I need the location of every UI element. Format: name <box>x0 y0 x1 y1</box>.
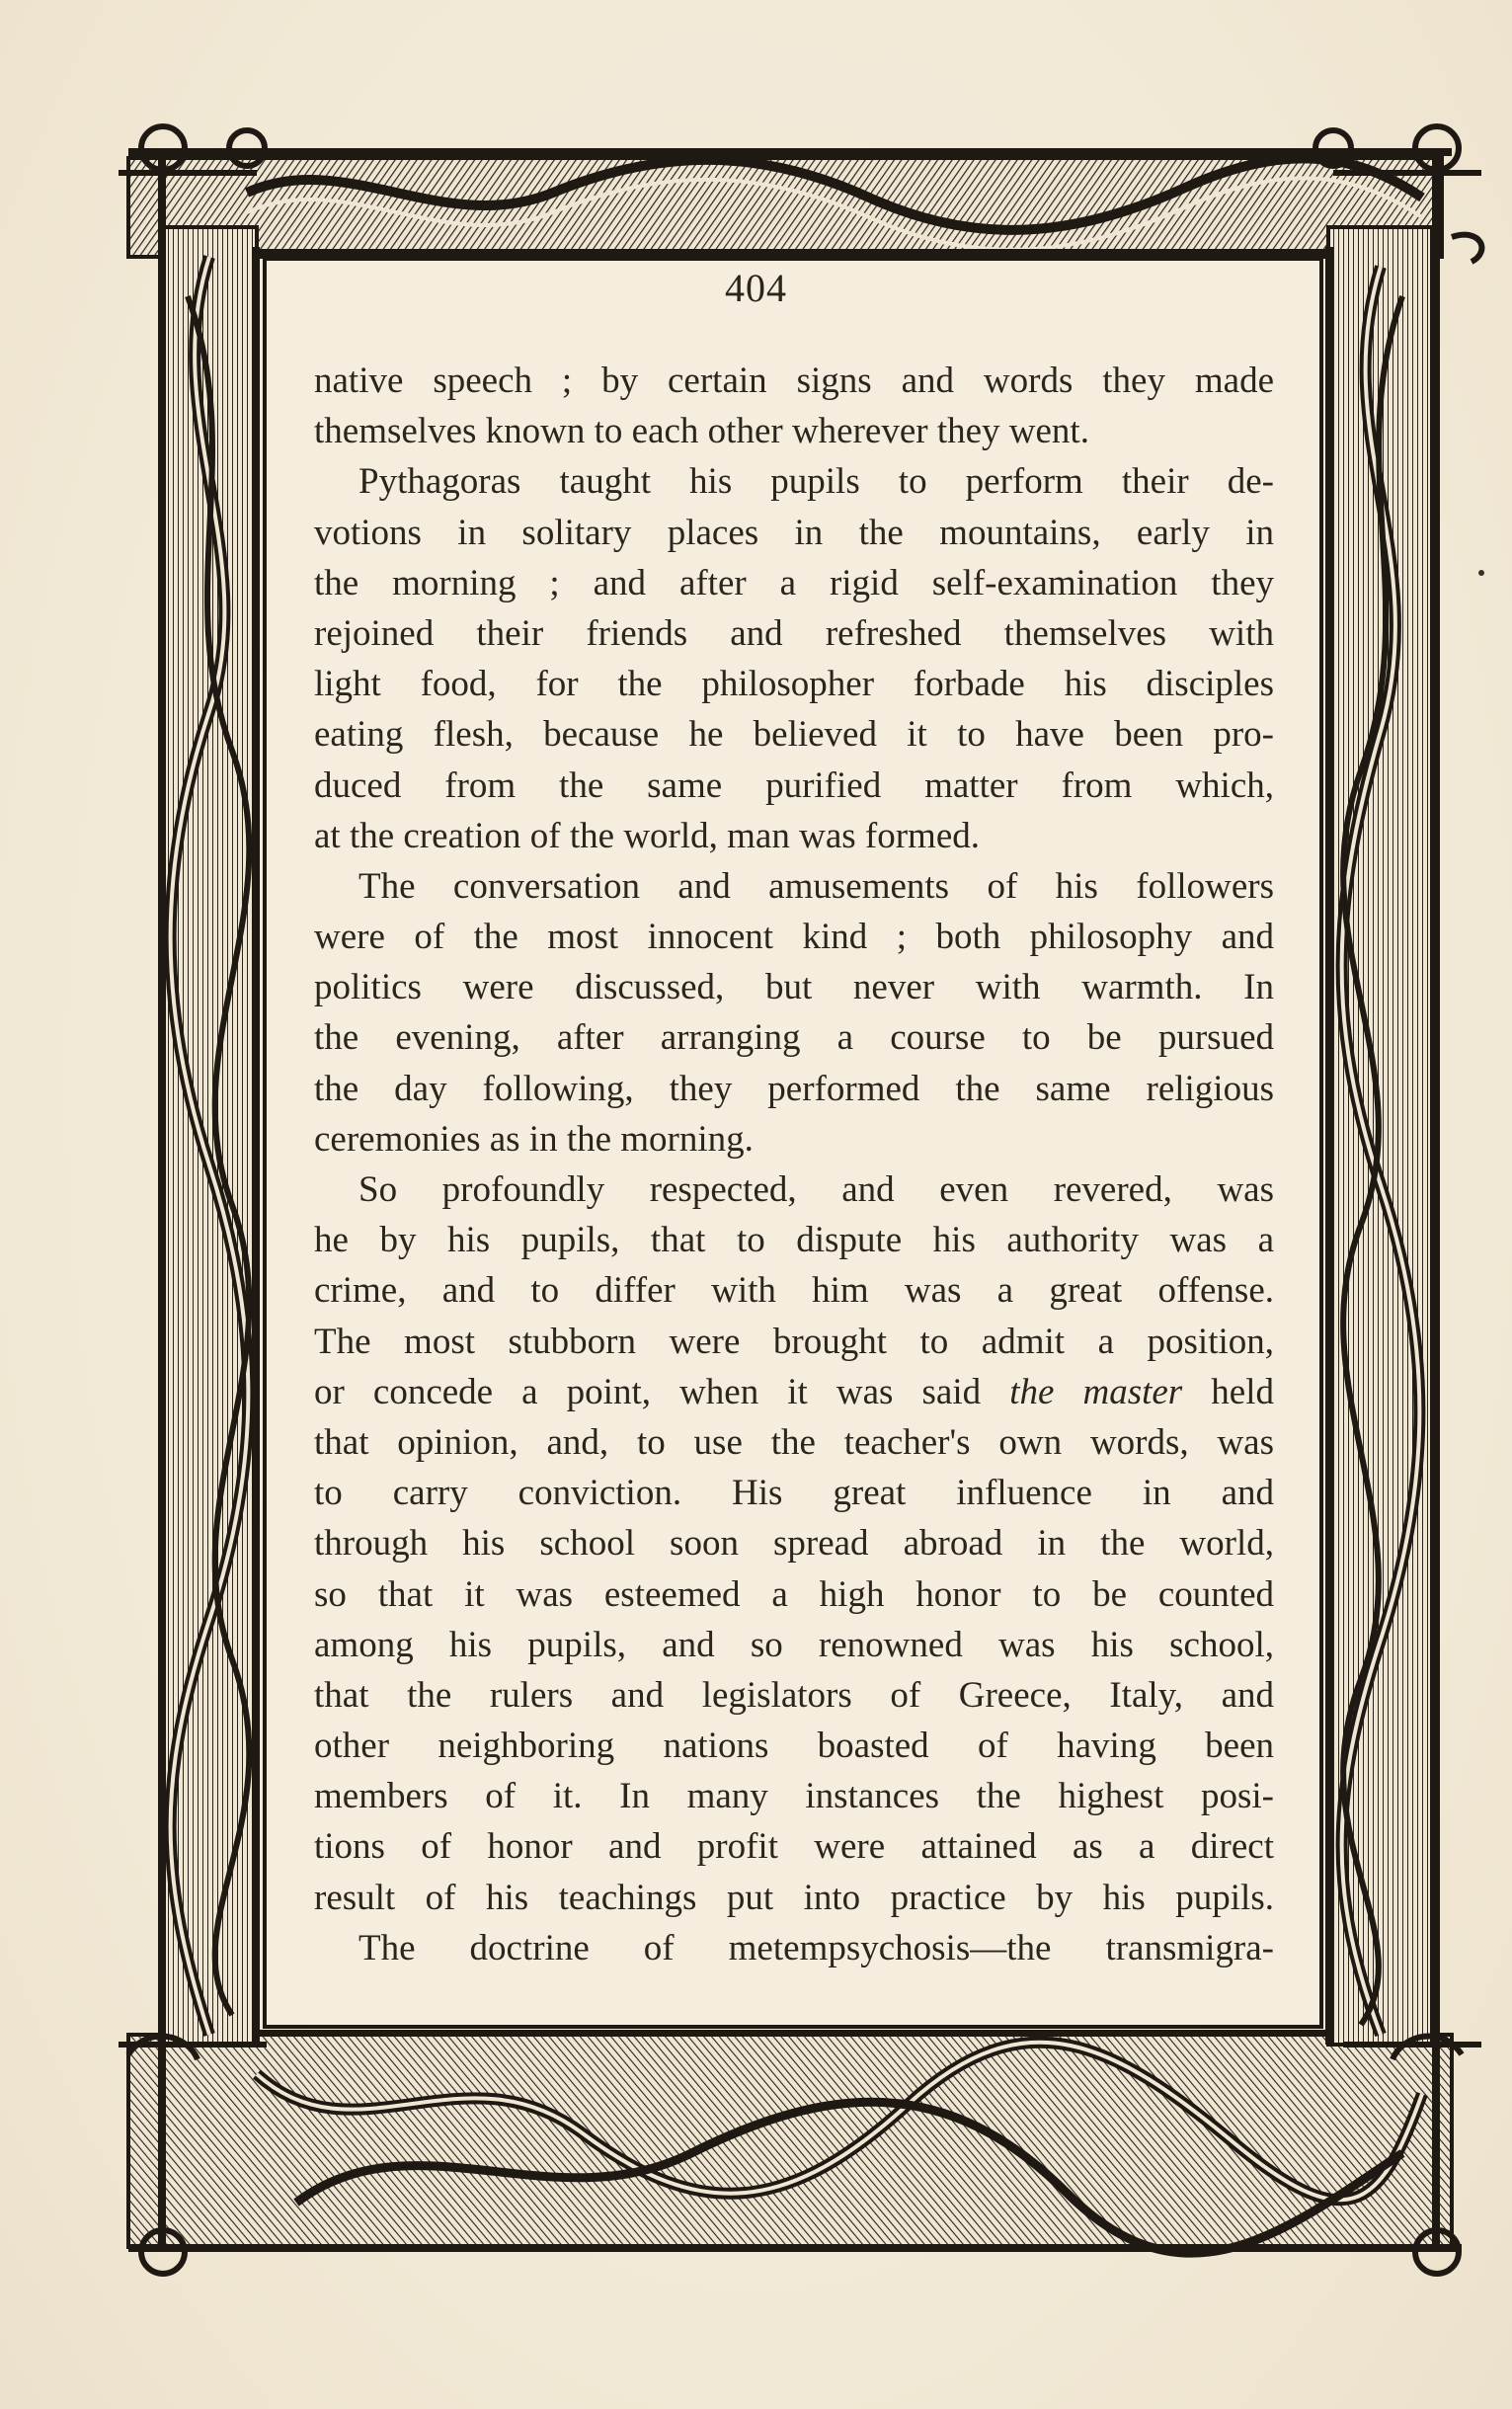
text-line: The conversation and amusements of his followers <box>358 865 1274 907</box>
text-line: themselves known to each other wherever they went. <box>314 411 1089 452</box>
text-line: politics were discussed, but never with warmth. In <box>314 967 1274 1008</box>
text-line: that the rulers and legislators of Greece, Italy, and <box>314 1674 1274 1716</box>
text-line: members of it. In many instances the highest posi- <box>314 1776 1274 1817</box>
body-text <box>314 356 1274 1973</box>
italic-phrase: the master <box>1009 1371 1183 1412</box>
text-line: rejoined their friends and refreshed themselves with <box>314 612 1274 654</box>
text-line: he by his pupils, that to dispute his authority was a <box>314 1220 1274 1261</box>
text-line: the day following, they performed the same religious <box>314 1068 1274 1109</box>
text-line: the morning ; and after a rigid self-examination they <box>314 562 1274 603</box>
text-line: native speech ; by certain signs and words they made <box>314 361 1274 401</box>
text-line: result of his teachings put into practice by his pupils. <box>314 1877 1274 1918</box>
bottom-border-band <box>128 2030 1462 2253</box>
text-line: other neighboring nations boasted of having been <box>314 1726 1274 1767</box>
left-border-column <box>158 148 260 2252</box>
text-segment: or concede a point, when it was said <box>314 1371 982 1412</box>
text-line: So profoundly respected, and even revered, was <box>358 1169 1274 1210</box>
text-line: through his school soon spread abroad in the world, <box>314 1523 1274 1565</box>
text-line: eating flesh, because he believed it to have been pro- <box>314 714 1274 756</box>
text-segment: held <box>1211 1371 1274 1412</box>
right-border-column <box>1325 148 1440 2252</box>
text-line: to carry conviction. His great influence in and <box>314 1473 1274 1514</box>
text-line: crime, and to differ with him was a great offense. <box>314 1270 1274 1312</box>
text-line: The most stubborn were brought to admit a position, <box>314 1321 1274 1362</box>
margin-mark <box>1478 570 1484 576</box>
text-line-with-italic <box>314 1367 1274 1417</box>
text-line: The doctrine of metempsychosis—the transmigra- <box>358 1927 1274 1968</box>
text-line: at the creation of the world, man was formed. <box>314 815 980 856</box>
text-line: Pythagoras taught his pupils to perform their de- <box>358 461 1274 503</box>
text-line: tions of honor and profit were attained as a direct <box>314 1826 1274 1868</box>
top-border-band <box>128 148 1452 257</box>
text-line: ceremonies as in the morning. <box>314 1118 754 1160</box>
text-line: that opinion, and, to use the teacher's own words, was <box>314 1421 1274 1463</box>
text-line: among his pupils, and so renowned was his school, <box>314 1624 1274 1665</box>
text-line: light food, for the philosopher forbade his disciples <box>314 664 1274 705</box>
text-line: duced from the same purified matter from which, <box>314 764 1274 806</box>
text-line: the evening, after arranging a course to be pursued <box>314 1017 1274 1059</box>
text-line: were of the most innocent kind ; both philosophy and <box>314 917 1274 958</box>
text-line: votions in solitary places in the mountains, early in <box>314 512 1274 553</box>
page-number: 404 <box>725 266 787 310</box>
text-line: so that it was esteemed a high honor to be counted <box>314 1573 1274 1615</box>
